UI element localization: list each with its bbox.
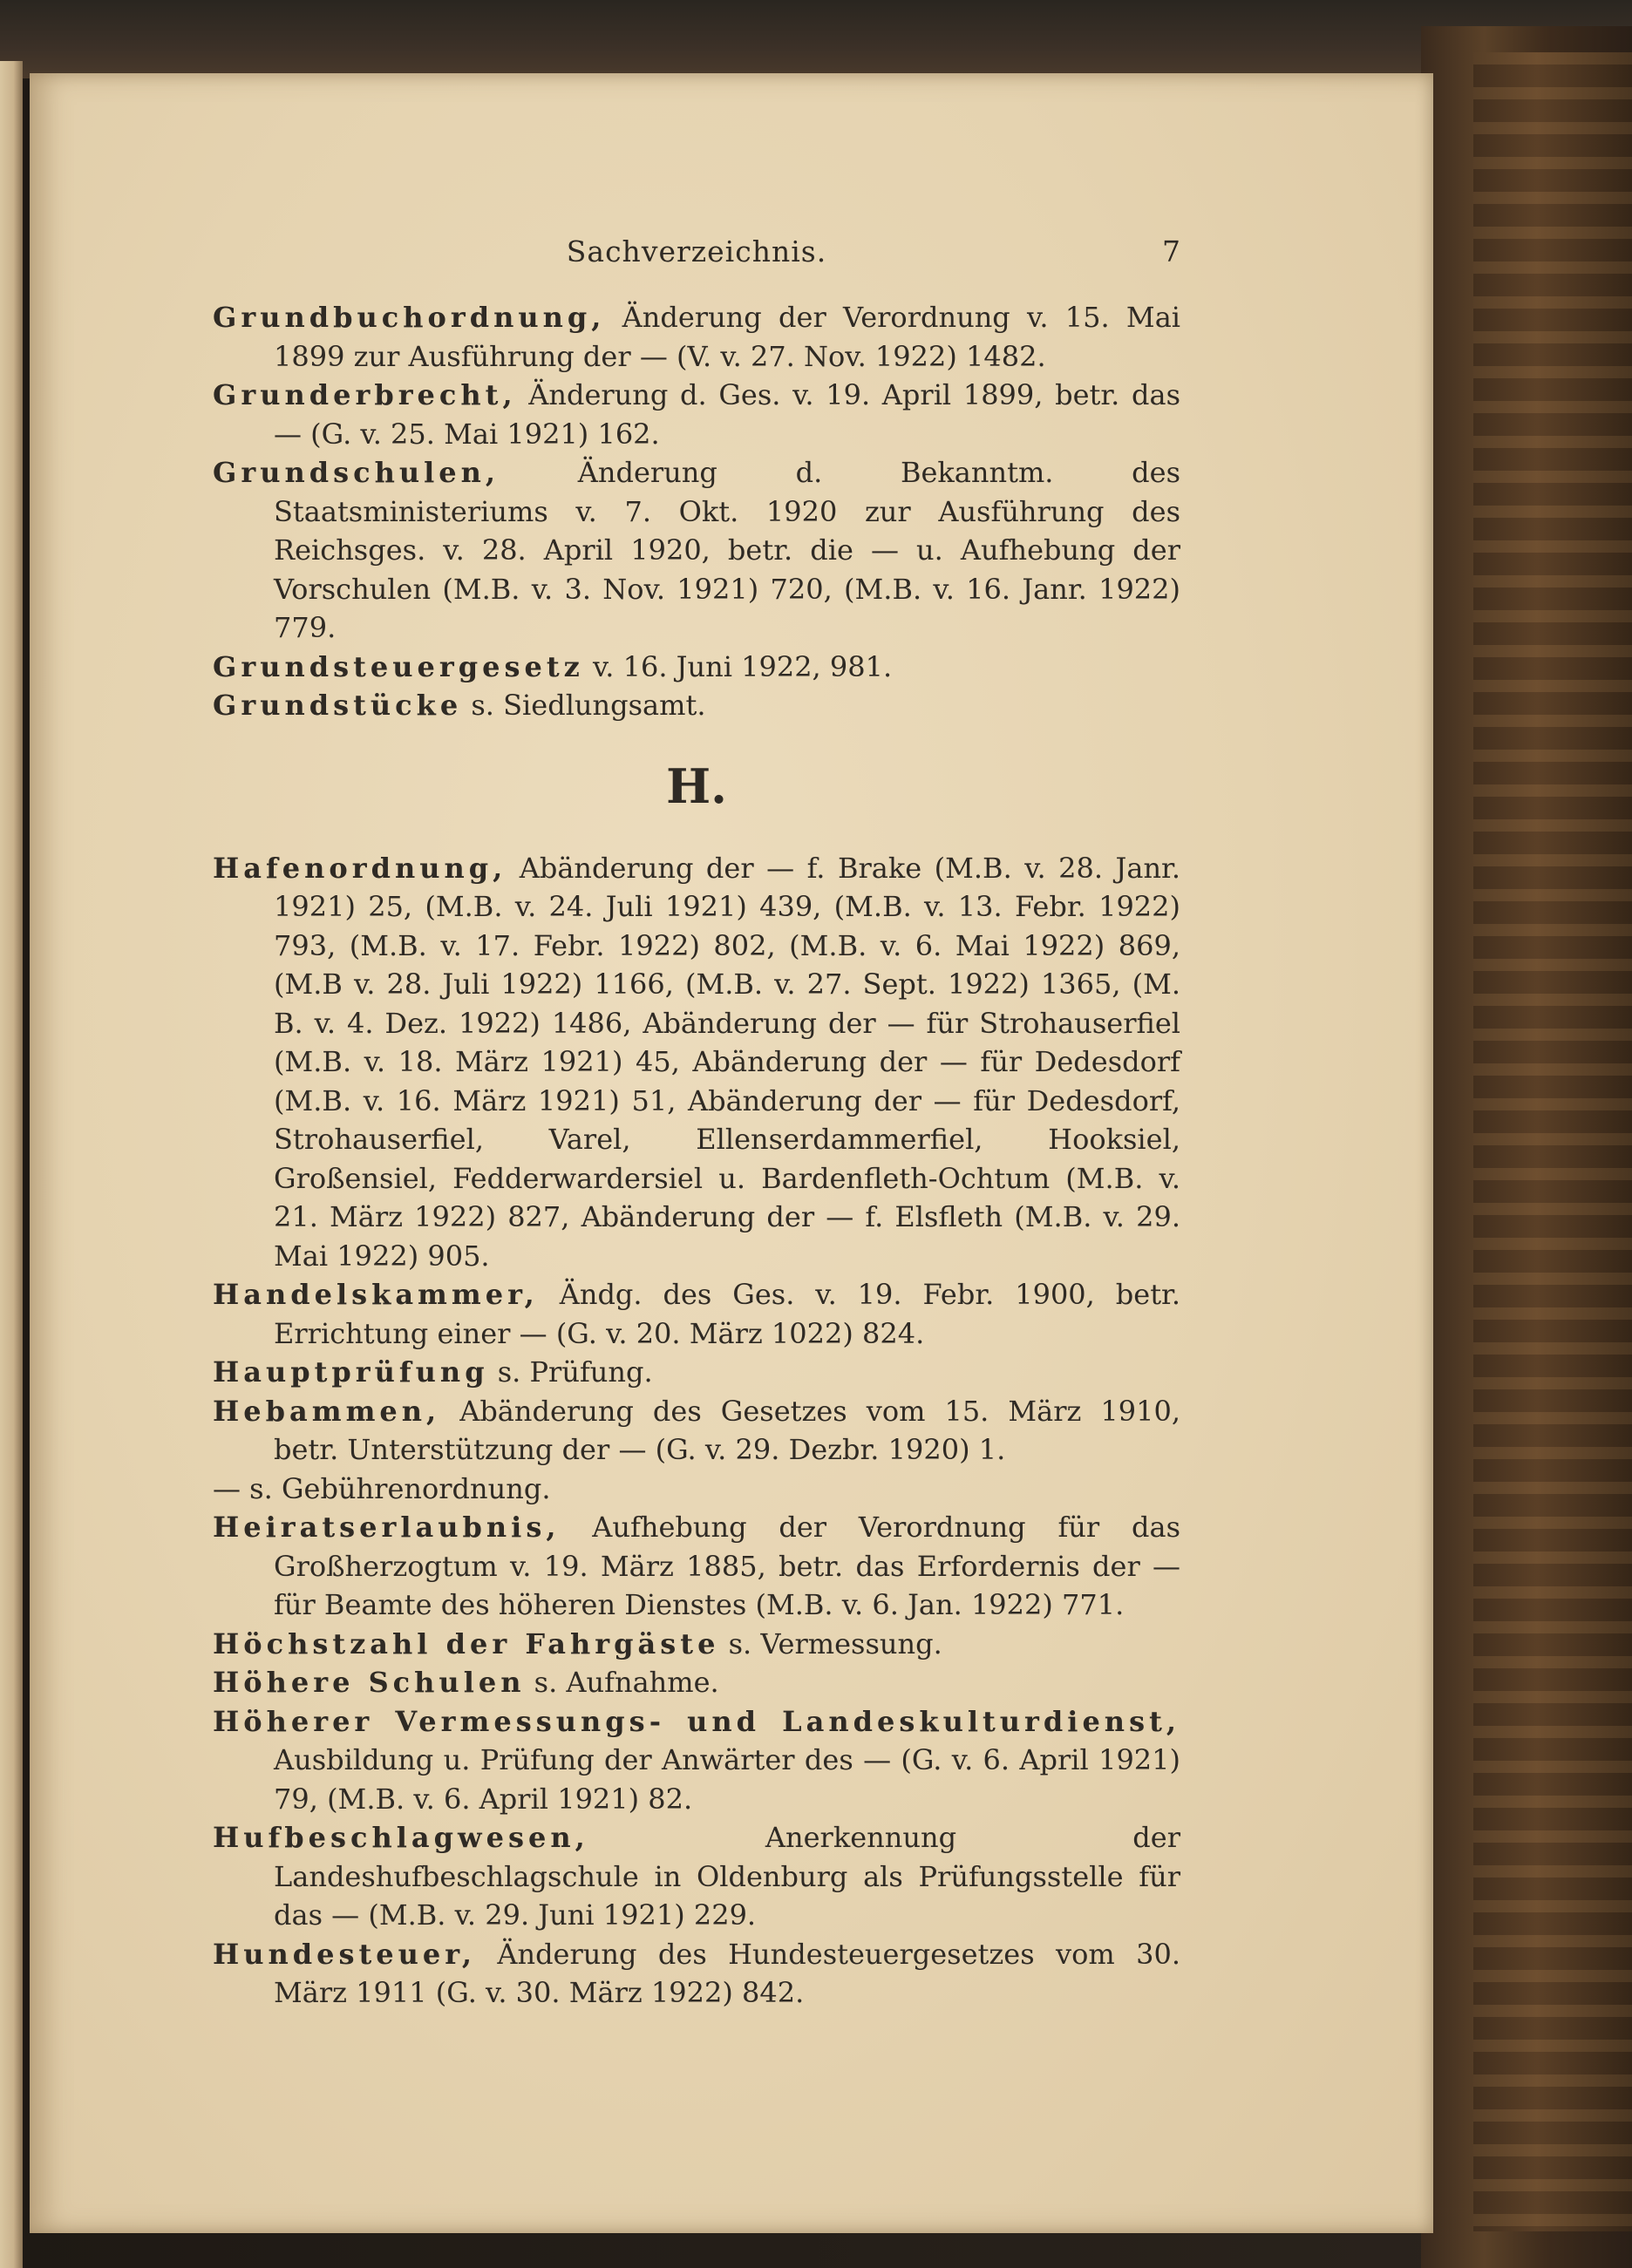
entry-text: s. Aufnahme. <box>525 1666 719 1699</box>
entry-keyword: Grunderbrecht, <box>213 378 517 411</box>
entry-text: v. 16. Juni 1922, 981. <box>583 649 893 683</box>
index-entry <box>213 298 1180 376</box>
index-entry <box>213 1702 1180 1819</box>
index-entry <box>213 849 1180 1276</box>
entry-keyword: Hauptprüfung <box>213 1355 489 1389</box>
section-letter: H. <box>666 757 727 814</box>
index-entry <box>213 1470 1180 1509</box>
entry-text: s. Vermessung. <box>719 1626 942 1660</box>
index-entry <box>213 1508 1180 1625</box>
entry-keyword: Handelskammer, <box>213 1278 539 1311</box>
entry-text: Änderung d. Ges. v. 19. April 1899, betr. das — (G. v. 25. Mai 1921) 162. <box>274 378 1180 451</box>
entry-keyword: Grundschulen, <box>213 456 500 489</box>
entry-text: Ändg. des Ges. v. 19. Febr. 1900, betr. Errichtung einer — (G. v. 20. März 1022) 824. <box>274 1278 1180 1350</box>
page-number: 7 <box>1162 234 1180 268</box>
index-entry <box>213 686 1180 725</box>
entry-keyword: Hafenordnung, <box>213 851 507 885</box>
entry-keyword: Heiratserlaubnis, <box>213 1511 561 1544</box>
previous-page-edge <box>0 61 23 2268</box>
index-entry <box>213 648 1180 687</box>
running-title: Sachverzeichnis. <box>566 234 827 268</box>
entry-text: s. Siedlungsamt. <box>462 689 706 722</box>
entry-keyword: Grundbuchordnung, <box>213 301 606 334</box>
entry-text: — s. Gebührenordnung. <box>213 1471 551 1505</box>
index-entry <box>213 1818 1180 1935</box>
entry-text: Änderung des Hundesteuergesetzes vom 30. März 1911 (G. v. 30. März 1922) 842. <box>274 1937 1180 2009</box>
entry-keyword: Hebammen, <box>213 1394 441 1428</box>
entry-text: Änderung d. Bekanntm. des Staatsministeriums v. 7. Okt. 1920 zur Ausführung des Reichsges. v. 28. April 1920, betr. die — u. Aufhebung der Vorschulen (M.B. v. 3. Nov. 1921) 720, (M.B. v. 16. Janr. 1922) 779. <box>274 456 1180 644</box>
index-content <box>213 298 1180 2013</box>
index-entry <box>213 1935 1180 2013</box>
index-entry <box>213 1392 1180 1470</box>
entries-group-g <box>213 298 1180 725</box>
book-cover-top <box>0 0 1632 78</box>
entry-text: Abänderung der — f. Brake (M.B. v. 28. Janr. 1921) 25, (M.B. v. 24. Juli 1921) 439, (M.B. v. 13. Febr. 1922) 793, (M.B. v. 17. Febr. 1922) 802, (M.B. v. 6. Mai 1922) 869, (M.B v. 28. Juli 1922) 1166, (M.B. v. 27. Sept. 1922) 1365, (M. B. v. 4. Dez. 1922) 1486, Abänderung der — für Strohauserfiel (M.B. v. 18. März 1921) 45, Abänderung der — für Dedesdorf (M.B. v. 16. März 1921) 51, Abänderung der — für Dedesdorf, Strohauserfiel, Varel, Ellenserdammerfiel, Hooksiel, Großensiel, Fedderwardersiel u. Bardenfleth-Ochtum (M.B. v. 21. März 1922) 827, Abänderung der — f. Elsfleth (M.B. v. 29. Mai 1922) 905. <box>274 851 1180 1273</box>
entry-text: Ausbildung u. Prüfung der Anwärter des — (G. v. 6. April 1921) 79, (M.B. v. 6. April 1921) 82. <box>274 1743 1180 1816</box>
entry-text: Abänderung des Gesetzes vom 15. März 1910, betr. Unterstützung der — (G. v. 29. Dezbr. 1920) 1. <box>274 1394 1180 1466</box>
index-entry <box>213 453 1180 648</box>
entry-keyword: Hundesteuer, <box>213 1937 476 1971</box>
index-entry <box>213 1663 1180 1702</box>
entry-text: Aufhebung der Verordnung für das Großherzogtum v. 19. März 1885, betr. das Erfordernis der — für Beamte des höheren Dienstes (M.B. v. 6. Jan. 1922) 771. <box>274 1511 1180 1621</box>
index-entry <box>213 1625 1180 1664</box>
entry-keyword: Höhere Schulen <box>213 1666 526 1699</box>
book-cover-edge <box>1473 52 1632 2231</box>
entry-keyword: Grundstücke <box>213 689 463 722</box>
entry-text: s. Prüfung. <box>488 1355 653 1389</box>
index-entry <box>213 1353 1180 1392</box>
entry-keyword: Hufbeschlagwesen, <box>213 1821 589 1854</box>
page-header <box>213 234 1180 278</box>
entry-text: Anerkennung der Landeshufbeschlagschule in Oldenburg als Prüfungsstelle für das — (M.B. v. 29. Juni 1921) 229. <box>274 1821 1180 1932</box>
index-entry <box>213 376 1180 453</box>
entries-group-h <box>213 849 1180 2013</box>
entry-text: Änderung der Verordnung v. 15. Mai 1899 zur Ausführung der — (V. v. 27. Nov. 1922) 1482. <box>274 301 1180 373</box>
entry-keyword: Höchstzahl der Fahrgäste <box>213 1626 720 1660</box>
book-page <box>30 73 1433 2233</box>
entry-keyword: Grundsteuergesetz <box>213 649 584 683</box>
entry-keyword: Höherer Vermessungs- und Landeskulturdienst, <box>213 1704 1180 1738</box>
index-entry <box>213 1275 1180 1353</box>
